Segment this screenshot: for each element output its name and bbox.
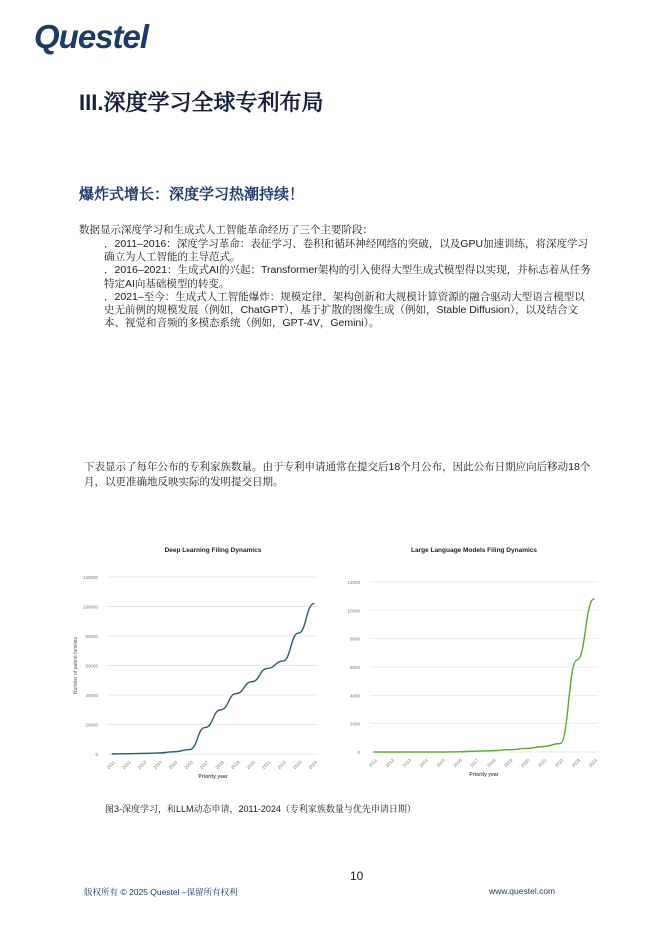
y-tick-label: 6000: [349, 665, 360, 670]
y-tick-label: 40000: [85, 693, 98, 698]
data-point: [373, 751, 374, 752]
y-tick-label: 80000: [85, 634, 98, 639]
x-tick-label: 2021: [261, 759, 272, 771]
x-tick-label: 2024: [587, 757, 599, 769]
stage-item: ．2021–至今：生成式人工智能爆炸：规模定律、架构创新和大规模计算资源的融合驱动大型语言模型以史无前例的规模发展（例如，ChatGPT），基于扩散的图像生成（例如，Stable Diffusion），以及结合文本、视觉和音频的多模态系统（例如，GPT-4V，Gemini）。: [104, 290, 585, 330]
x-tick-label: 2012: [121, 759, 132, 771]
x-axis-label: Priority year: [198, 774, 228, 780]
data-point: [441, 751, 442, 752]
data-point: [492, 750, 493, 751]
data-point: [298, 632, 299, 633]
data-point: [543, 746, 544, 747]
stage-item: ．2016–2021：生成式AI的兴起：Transformer架构的引入使得大型生成式模型得以实现，并标志着从任务特定AI向基础模型的转变。: [104, 264, 591, 290]
questel-logo: Questel: [34, 18, 149, 55]
data-point: [313, 603, 314, 604]
series-line: [112, 604, 314, 754]
x-tick-label: 2017: [469, 757, 480, 769]
section-title: III.深度学习全球专利布局: [79, 90, 324, 115]
x-axis-label: Priority year: [469, 772, 499, 778]
data-point: [251, 681, 252, 682]
data-point: [458, 751, 459, 752]
data-point: [189, 749, 190, 750]
y-tick-label: 0: [357, 750, 360, 755]
x-tick-label: 2018: [214, 759, 226, 771]
x-tick-label: 2021: [536, 757, 548, 769]
data-point: [174, 751, 175, 752]
chart-title: Large Language Models Filing Dynamics: [410, 547, 538, 554]
x-tick-label: 2013: [136, 759, 148, 771]
data-point: [407, 751, 408, 752]
x-tick-label: 2015: [167, 759, 179, 771]
data-point: [127, 753, 128, 754]
data-point: [282, 660, 283, 661]
y-tick-label: 0: [95, 752, 98, 757]
x-tick-label: 2011: [367, 757, 379, 769]
x-tick-label: 2012: [384, 757, 396, 769]
y-tick-label: 2000: [349, 721, 360, 727]
x-tick-label: 2022: [276, 759, 288, 771]
section-subtitle: 爆炸式增长：深度学习热潮持续！: [79, 186, 305, 203]
stage-item: ．2011–2016：深度学习革命：表征学习、卷积和循环神经网络的突破，以及GPU加速训练，将深度学习确立为人工智能的主导范式。: [104, 238, 589, 264]
data-point: [576, 659, 577, 660]
data-point: [111, 753, 112, 754]
data-point: [236, 693, 237, 694]
data-point: [205, 727, 206, 728]
data-point: [267, 668, 268, 669]
data-point: [220, 709, 221, 710]
x-tick-label: 2020: [519, 757, 531, 769]
y-tick-label: 120000: [82, 575, 98, 580]
x-tick-label: 2019: [503, 757, 514, 769]
data-point: [593, 598, 594, 599]
body-paragraph: 下表显示了每年公布的专利家族数量。由于专利申请通常在提交后18个月公布，因此公布日期应向后移动18个月，以更准确地反映实际的发明提交日期。: [84, 461, 591, 488]
data-point: [560, 743, 561, 744]
x-tick-label: 2017: [198, 759, 210, 771]
series-line: [374, 599, 594, 752]
y-tick-label: 20000: [85, 722, 98, 728]
data-point: [390, 751, 391, 752]
data-point: [509, 749, 510, 750]
chart-title: Deep Learning Filing Dynamics: [164, 547, 262, 554]
x-tick-label: 2022: [553, 757, 565, 769]
page-number: 10: [350, 869, 364, 883]
data-point: [475, 751, 476, 752]
figure-caption: 图3-深度学习，和LLM动态申请，2011-2024（专利家族数量与优先申请日期）: [105, 804, 416, 814]
x-tick-label: 2013: [401, 757, 413, 769]
footer-copyright: 版权所有 © 2025 Questel –保留所有权利: [84, 887, 238, 897]
y-axis-label: Number of patent families: [73, 637, 79, 694]
footer-url: www.questel.com: [489, 886, 556, 896]
intro-text: 数据显示深度学习和生成式人工智能革命经历了三个主要阶段：: [79, 224, 373, 236]
y-tick-label: 4000: [349, 693, 360, 699]
x-tick-label: 2023: [292, 759, 303, 771]
y-tick-label: 60000: [85, 663, 98, 669]
x-tick-label: 2014: [418, 757, 430, 769]
x-tick-label: 2014: [152, 759, 163, 771]
x-tick-label: 2016: [452, 757, 463, 769]
y-tick-label: 12000: [347, 580, 360, 585]
x-tick-label: 2020: [245, 759, 257, 771]
x-tick-label: 2019: [229, 759, 241, 771]
x-tick-label: 2018: [486, 757, 497, 769]
data-point: [424, 751, 425, 752]
y-tick-label: 10000: [347, 608, 360, 614]
y-tick-label: 8000: [349, 636, 360, 642]
x-tick-label: 2024: [307, 759, 319, 771]
x-tick-label: 2023: [570, 757, 582, 769]
y-tick-label: 100000: [82, 604, 98, 610]
x-tick-label: 2015: [435, 757, 446, 769]
data-point: [158, 752, 159, 753]
x-tick-label: 2011: [105, 759, 117, 771]
x-tick-label: 2016: [183, 759, 194, 771]
data-point: [526, 748, 527, 749]
data-point: [142, 753, 143, 754]
